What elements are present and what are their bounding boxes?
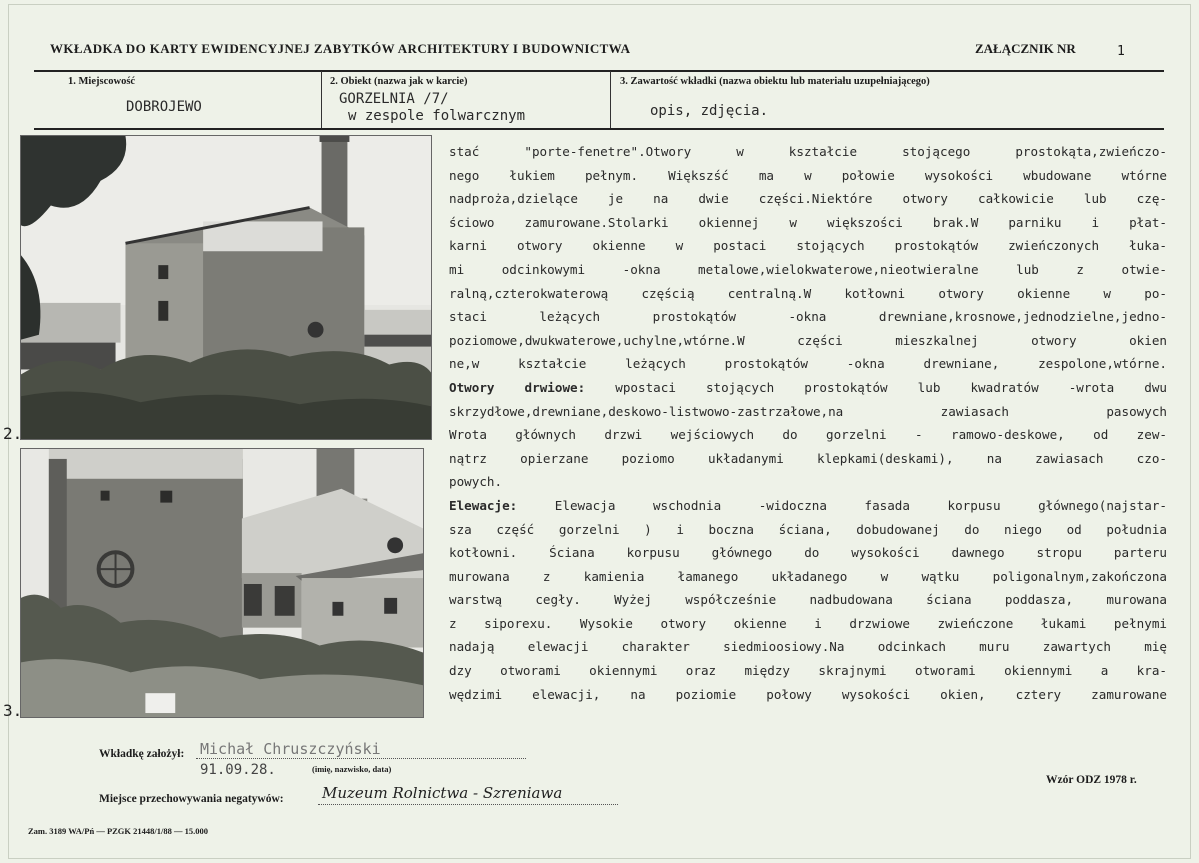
author-label: Wkładkę założył:	[99, 748, 185, 760]
print-info: Zam. 3189 WA/Pń — PZGK 21448/1/88 — 15.000	[28, 826, 209, 836]
text-line: ne,w kształcie leżących prostokątów -okna drewniane, zespolone,wtórne.	[449, 356, 1167, 372]
text-line: staci leżących prostokątów -okna drewniane,krosnowe,jednodzielne,jedno-	[449, 309, 1167, 325]
header-rule-bottom	[34, 128, 1164, 130]
annex-number: 1	[1117, 44, 1125, 59]
text-line: sza część gorzelni ) i boczna ściana, dobudowanej do niego od południa	[449, 521, 1167, 537]
text-line: dzy otworami okiennymi oraz między skrajnymi otworami okiennymi a kra-	[449, 663, 1167, 679]
section-heading-elevations: Elewacje:	[449, 497, 518, 513]
object-value-line1: GORZELNIA /7/	[339, 91, 449, 107]
text-line: nadają elewacji charakter siedmioosiowy.Na odcinkach muru zawartych mię	[449, 639, 1167, 655]
text-line: Otwory drwiowe: wpostaci stojących prostokątów lub kwadratów -wrota dwu	[449, 379, 1167, 395]
sheet-title: WKŁADKA DO KARTY EWIDENCYJNEJ ZABYTKÓW ARCHITEKTURY I BUDOWNICTWA	[50, 41, 631, 56]
content-label: 3. Zawartość wkładki (nazwa obiektu lub materiału uzupełniającego)	[620, 76, 930, 87]
text-line: murowana z kamienia łamanego układanego w wątku poligonalnym,zakończona	[449, 568, 1167, 584]
photo-distillery-east	[20, 135, 432, 440]
text-line: Elewacje: Elewacja wschodnia -widoczna fasada korpusu głównego(najstar-	[449, 497, 1167, 513]
text-line: z siporexu. Wysokie otwory okienne i drzwiowe zwieńczone łukami pełnymi	[449, 615, 1167, 631]
header-rule-top	[34, 70, 1164, 72]
photo-distillery-boiler-house-image	[21, 449, 423, 717]
location-value: DOBROJEWO	[126, 99, 202, 115]
object-value-line2: w zespole folwarcznym	[348, 108, 526, 124]
text-line: skrzydłowe,drewniane,deskowo-listwowo-zastrzałowe,na zawiasach pasowych	[449, 403, 1167, 419]
text-line: nego łukiem pełnym. Większść ma w połowie wysokości wbudowane wtórne	[449, 167, 1167, 183]
text-line: kotłowni. Ściana korpusu głównego do wysokości dawnego stropu parteru	[449, 545, 1167, 561]
description-text	[449, 140, 1167, 706]
text-line: nątrz opierzane poziomo układanymi klepkami(deskami), na zawiasach czo-	[449, 450, 1167, 466]
annex-label: ZAŁĄCZNIK NR	[975, 41, 1076, 56]
location-label: 1. Miejscowość	[68, 76, 136, 87]
text-line: ściowo zamurowane.Stolarki okiennej w większości brak.W parniku i płat-	[449, 214, 1167, 230]
text-line: karni otwory okienne w postaci stojących prostokątów zwieńczonych łuka-	[449, 238, 1167, 254]
negatives-value: Muzeum Rolnictwa - Szreniawa	[322, 784, 563, 802]
text-line: stać "porte-fenetre".Otwory w kształcie stojącego prostokąta,zwieńczo-	[449, 144, 1167, 159]
negatives-label: Miejsce przechowywania negatywów:	[99, 793, 284, 805]
text-line: powych.	[449, 474, 503, 490]
text-line: Wrota głównych drzwi wejściowych do gorzelni - ramowo-deskowe, od zew-	[449, 427, 1167, 443]
field-divider-2	[610, 71, 611, 128]
text-line: poziomowe,dwukwaterowe,uchylne,wtórne.W części mieszkalnej otwory okien	[449, 332, 1167, 348]
photo-distillery-east-image	[21, 136, 431, 439]
text-line: nadproża,dzielące je na dwie części.Niektóre otwory całkowicie lub czę-	[449, 191, 1167, 207]
date-value: 91.09.28.	[200, 762, 276, 778]
author-hint: (imię, nazwisko, data)	[312, 764, 392, 774]
content-value: opis, zdjęcia.	[650, 103, 769, 119]
form-label: Wzór ODZ 1978 r.	[1046, 774, 1137, 786]
text-line: ralną,czterokwaterową częścią centralną.W kotłowni otwory okienne w po-	[449, 285, 1167, 301]
author-line	[196, 758, 526, 759]
author-value: Michał Chruszczyński	[200, 740, 381, 758]
field-divider-1	[321, 71, 322, 128]
negatives-line	[318, 804, 618, 805]
section-heading-doors: Otwory drwiowe:	[449, 379, 586, 395]
text-line: wędzimi elewacji, na poziomie połowy wysokości okien, cztery zamurowane	[449, 686, 1167, 702]
photo-distillery-boiler-house	[20, 448, 424, 718]
photo-number-3: 3.	[3, 701, 23, 720]
text-line: mi odcinkowymi -okna metalowe,wielokwaterowe,nieotwieralne lub z otwie-	[449, 261, 1167, 277]
object-label: 2. Obiekt (nazwa jak w karcie)	[330, 76, 468, 87]
photo-number-2: 2.	[3, 424, 23, 443]
text-line: warstwą cegły. Wyżej współcześnie nadbudowana ściana poddasza, murowana	[449, 592, 1167, 608]
